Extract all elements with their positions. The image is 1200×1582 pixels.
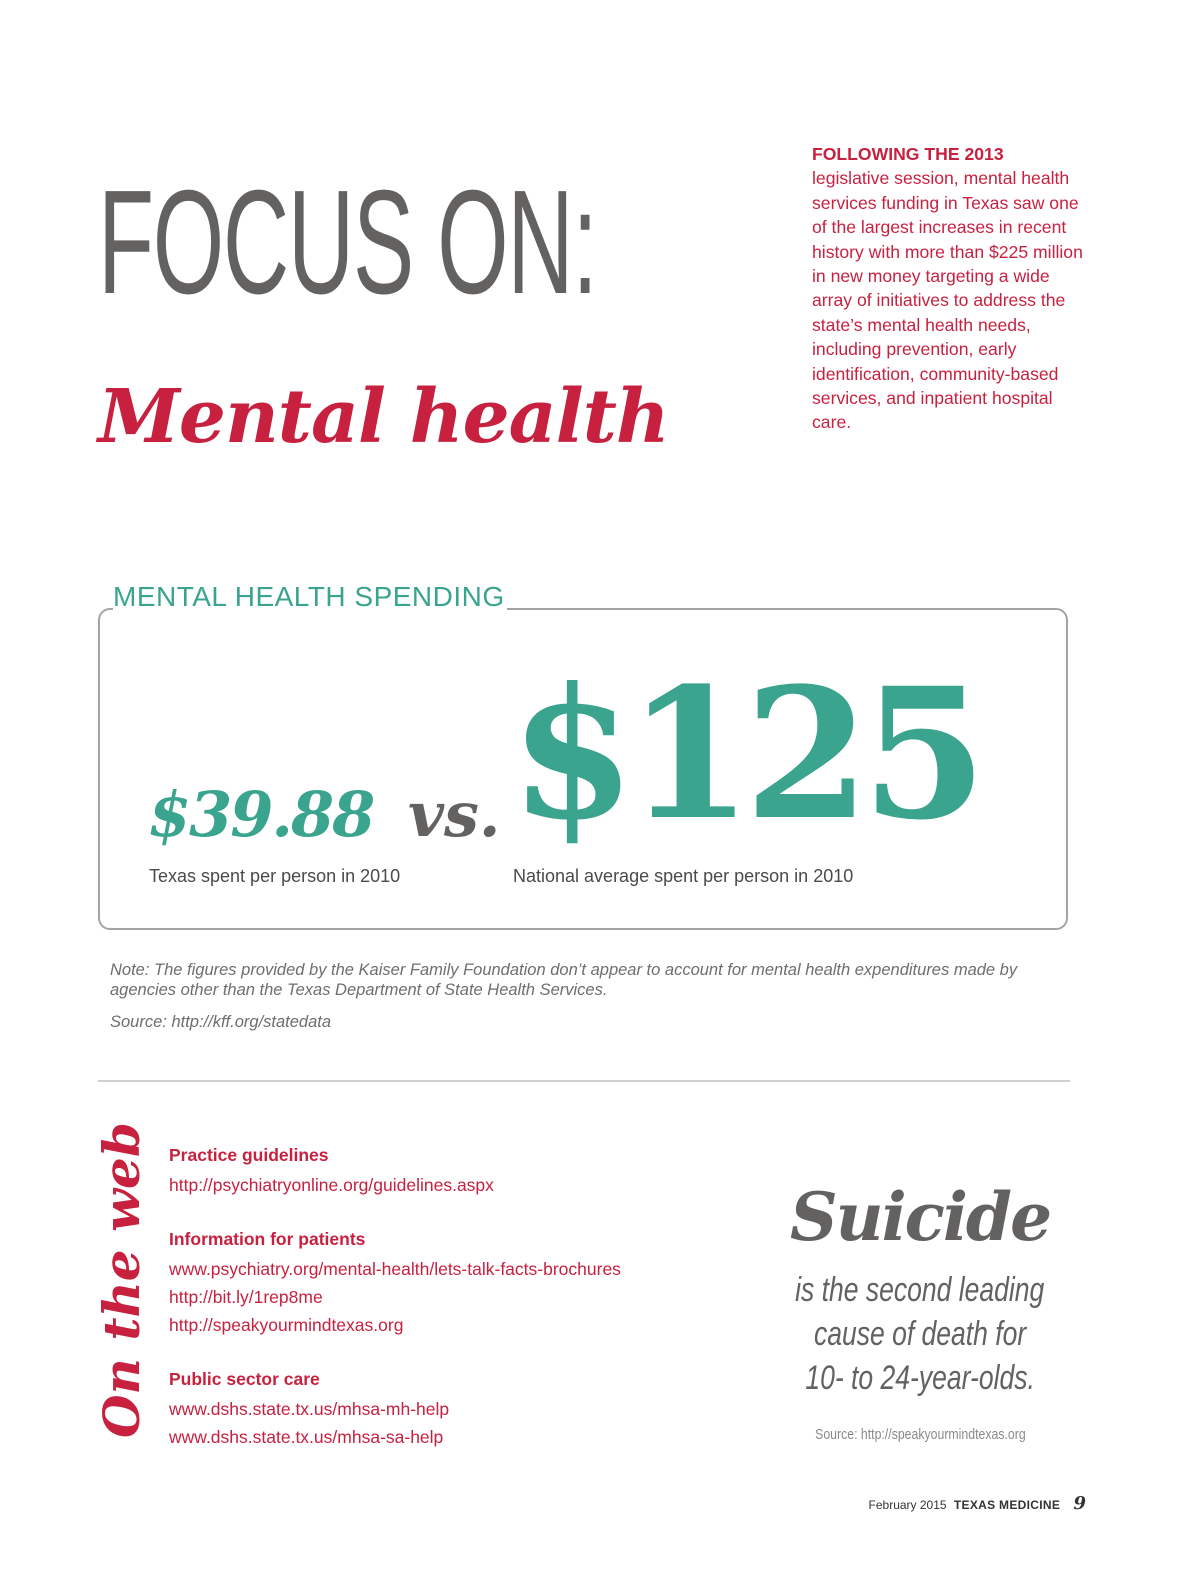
texas-caption: Texas spent per person in 2010 <box>149 866 401 886</box>
vs-label: vs. <box>408 778 501 851</box>
web-link[interactable]: www.psychiatry.org/mental-health/lets-talk-facts-brochures <box>169 1259 621 1279</box>
link-group-heading: Information for patients <box>169 1229 366 1249</box>
spending-note: Note: The figures provided by the Kaiser Family Foundation don’t appear to account for mental health expenditures made by agencies other than the Texas Department of State Health Services. <box>110 961 1018 999</box>
national-caption: National average spent per person in 2010 <box>513 866 854 886</box>
footer-magazine: TEXAS MEDICINE <box>953 1498 1061 1512</box>
focus-on-heading: FOCUS ON: <box>98 160 597 325</box>
link-group-information-for-patients <box>169 1227 749 1339</box>
suicide-line: 10- to 24-year-olds. <box>805 1359 1035 1397</box>
topic-title: Mental health <box>98 374 669 460</box>
spending-source: Source: http://kff.org/statedata <box>110 1013 332 1031</box>
suicide-title: Suicide <box>789 1178 1051 1256</box>
texas-amount: $39.88 <box>148 778 374 851</box>
web-link[interactable]: http://psychiatryonline.org/guidelines.aspx <box>169 1175 494 1195</box>
page-number: 9 <box>1073 1493 1086 1514</box>
spending-heading: MENTAL HEALTH SPENDING <box>113 581 505 612</box>
web-link[interactable]: www.dshs.state.tx.us/mhsa-mh-help <box>169 1399 450 1419</box>
web-link[interactable]: http://bit.ly/1rep8me <box>169 1287 323 1307</box>
link-group-practice-guidelines <box>169 1143 749 1199</box>
suicide-line: cause of death for <box>813 1315 1027 1353</box>
intro-lead: FOLLOWING THE 2013 <box>812 144 1004 164</box>
suicide-statement <box>760 1268 1080 1400</box>
suicide-source <box>760 1424 1080 1446</box>
suicide-source-text: Source: http://speakyourmindtexas.org <box>814 1426 1026 1443</box>
link-group-public-sector-care <box>169 1367 749 1451</box>
web-links <box>169 1143 749 1479</box>
intro-body: legislative session, mental health services funding in Texas saw one of the largest increases in recent history with more than $225 million in new money targeting a wide array of initiatives to address the state’s mental health needs, including prevention, early identification, community-based services, and inpatient hospital care. <box>812 168 1083 433</box>
suicide-line: is the second leading <box>795 1271 1045 1309</box>
web-link[interactable]: www.dshs.state.tx.us/mhsa-sa-help <box>169 1427 444 1447</box>
web-link[interactable]: http://speakyourmindtexas.org <box>169 1315 404 1335</box>
section-divider <box>98 1080 1070 1082</box>
national-amount: $125 <box>510 649 979 860</box>
link-group-heading: Practice guidelines <box>169 1145 329 1165</box>
footer-date: February 2015 <box>868 1498 947 1512</box>
page-footer <box>869 1494 1086 1515</box>
link-group-heading: Public sector care <box>169 1369 320 1389</box>
on-the-web-title: On the web <box>92 1122 151 1438</box>
intro-paragraph <box>812 142 1084 435</box>
